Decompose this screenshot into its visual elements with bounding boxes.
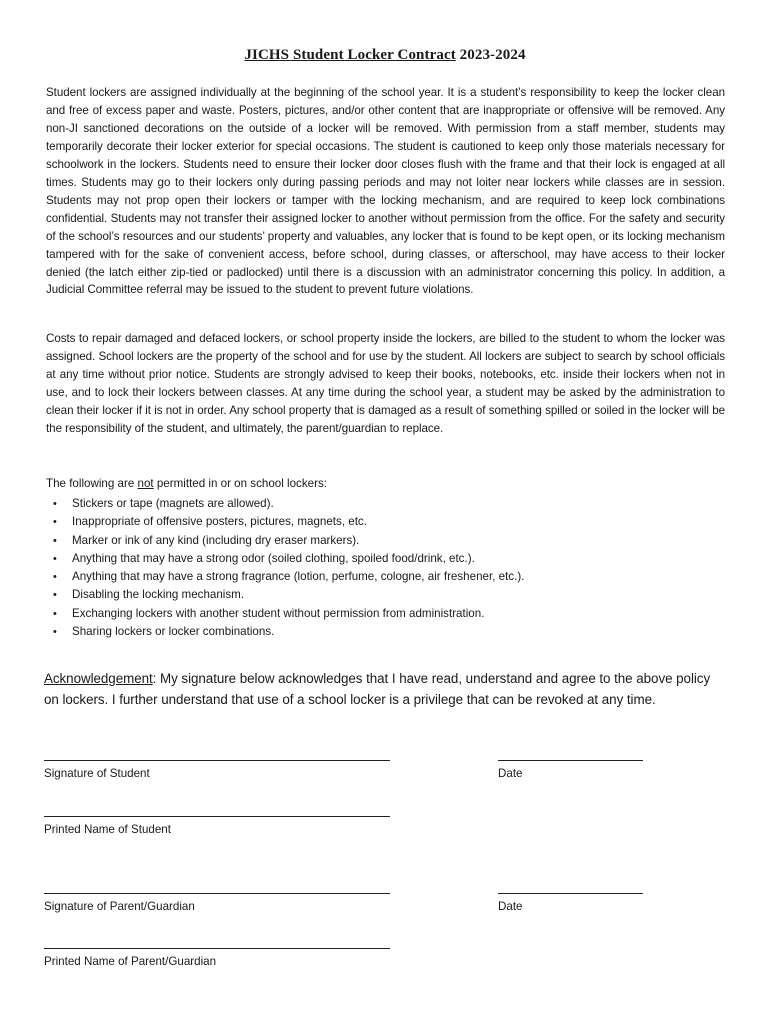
parent-signature-line[interactable] (44, 893, 390, 894)
bullet-icon: • (53, 607, 57, 620)
policy-paragraph-1: Student lockers are assigned individually at the beginning of the school year. It is a student’s responsibility to keep the locker clean and free of excess paper and waste. Posters, pictures, and/or other content that are inappropriate or offensive will be removed. Any non-JI sanctioned decorations on the outside of a locker will be removed. With permission from a staff member, students may temporarily decorate their locker exterior for special occasions. The student is cautioned to keep only those materials necessary for schoolwork in the lockers. Students need to ensure their locker door closes flush with the frame and that their lock is engaged at all times. Students may go to their lockers only during passing periods and may not loiter near lockers while classes are in session. Students may not prop open their lockers or tamper with the locking mechanism, and are required to keep lock combinations confidential. Students may not transfer their assigned locker to another without permission from the office. For the safety and security of the school’s resources and our students’ property and valuables, any locker that is found to be kept open, or its locking mechanism tampered with for the sake of convenient access, before school, during classes, or afterschool, may have access to their locker denied (the latch either zip-tied or padlocked) until there is a discussion with an administrator concerning this policy. In addition, a Judicial Committee referral may be issued to the student to prevent future violations. (46, 86, 725, 297)
intro-text-after: permitted in or on school lockers: (153, 477, 327, 490)
list-item (53, 586, 524, 604)
list-item-text: Anything that may have a strong fragrance (lotion, perfume, cologne, air freshener, etc.). (72, 570, 525, 584)
title-year: 2023-2024 (455, 47, 526, 63)
date-label-2: Date (498, 900, 523, 913)
student-signature-line[interactable] (44, 760, 390, 761)
list-item-text: Marker or ink of any kind (including dry eraser markers). (72, 533, 360, 547)
date-line-1[interactable] (498, 760, 643, 761)
list-item-text: Anything that may have a strong odor (soiled clothing, spoiled food/drink, etc.). (72, 551, 475, 565)
bullet-icon: • (53, 626, 57, 639)
parent-printed-name-line[interactable] (44, 948, 390, 949)
list-item (53, 605, 524, 623)
policy-paragraph-2: Costs to repair damaged and defaced lockers, or school property inside the lockers, are billed to the student to whom the locker was assigned. School lockers are the property of the school and for use by the student. All lockers are subject to search by school officials at any time without prior notice. Students are strongly advised to keep their books, notebooks, etc. inside their lockers when not in use, and to lock their lockers between classes. At any time during the school year, a student may be asked by the administration to clean their locker if it is not in order. Any school property that is damaged as a result of something spilled or soiled in the locker will be the responsibility of the student, and ultimately, the parent/guardian to replace. (46, 332, 725, 435)
parent-signature-label: Signature of Parent/Guardian (44, 900, 195, 913)
list-item-text: Exchanging lockers with another student without permission from administration. (72, 606, 485, 620)
acknowledgement-statement (44, 668, 724, 710)
student-printed-name-label: Printed Name of Student (44, 823, 171, 836)
bullet-icon: • (53, 552, 57, 565)
parent-printed-name-label: Printed Name of Parent/Guardian (44, 955, 217, 968)
intro-emphasis: not (137, 477, 154, 490)
title-main: JICHS Student Locker Contract (244, 47, 456, 63)
date-line-2[interactable] (498, 893, 643, 894)
student-printed-name-line[interactable] (44, 816, 390, 817)
not-permitted-list (53, 495, 524, 641)
bullet-icon: • (53, 498, 57, 510)
acknowledgement-label: Acknowledgement (44, 671, 153, 686)
bullet-icon: • (53, 571, 57, 584)
list-item-text: Disabling the locking mechanism. (72, 588, 245, 602)
bullet-icon: • (53, 534, 57, 547)
list-item (53, 568, 524, 586)
list-item (53, 550, 524, 568)
list-item (53, 532, 524, 550)
list-item (53, 623, 524, 641)
page-title (0, 47, 770, 64)
list-item (53, 513, 524, 531)
date-label-1: Date (498, 767, 523, 780)
list-item-text: Inappropriate of offensive posters, pictures, magnets, etc. (72, 515, 367, 529)
bullet-icon: • (53, 589, 57, 602)
student-signature-label: Signature of Student (44, 767, 150, 780)
list-item-text: Stickers or tape (magnets are allowed). (72, 497, 274, 510)
list-item (53, 495, 524, 513)
list-item-text: Sharing lockers or locker combinations. (72, 625, 275, 639)
acknowledgement-text: : My signature below acknowledges that I have read, understand and agree to the above policy on lockers. I further understand that use of a school locker is a privilege that can be revoked at any time. (44, 671, 711, 707)
not-permitted-intro (46, 475, 327, 493)
intro-text-before: The following are (46, 477, 138, 490)
bullet-icon: • (53, 516, 57, 529)
